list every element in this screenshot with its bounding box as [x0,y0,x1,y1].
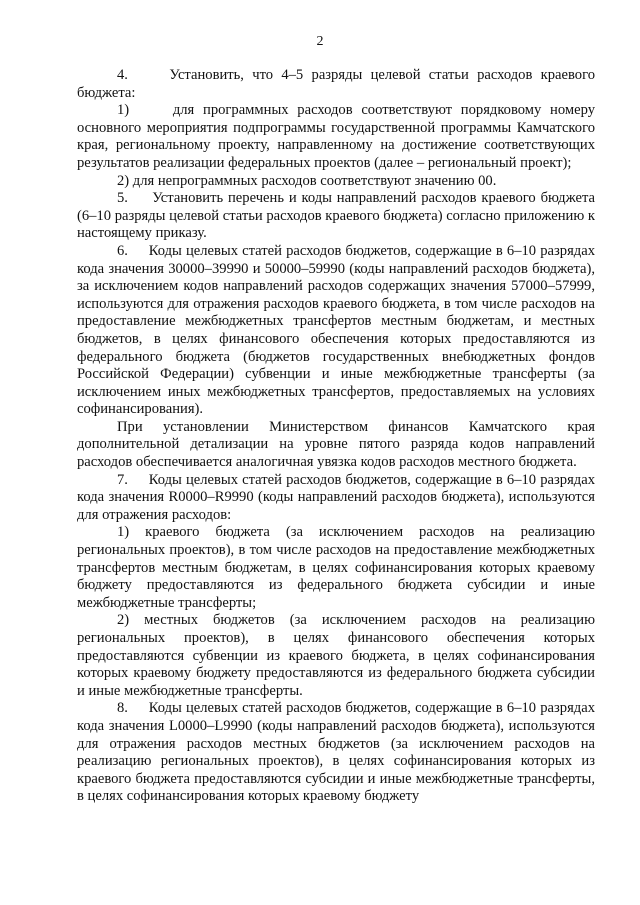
paragraph-7-item-1: 1) краевого бюджета (за исключением расходов на реализацию региональных проектов), в том числе расходов на предоставление межбюджетных трансфертов местным бюджетам, в целях софинансирования которых краевому бюджету предоставляются из федерального бюджета субсидии и иные межбюджетные трансферты; [77,524,595,611]
paragraph-4-item-2: 2) для непрограммных расходов соответствуют значению 00. [117,172,497,189]
page-number: 2 [316,34,324,49]
paragraph-8: 8. Коды целевых статей расходов бюджетов, содержащие в 6–10 разрядах кода значения L0000–L9990 (коды направлений расходов бюджета), используются для отражения расходов местных бюджетов (за исключением расходов на реализацию региональных проектов), в целях софинансирования которых из краевого бюджета предоставляются субсидии и иные межбюджетные трансферты, в целях софинансирования которых краевому бюджету [77,700,595,805]
paragraph-6-note: При установлении Министерством финансов Камчатского края дополнительной детализации на уровне пятого разряда кодов направлений расходов обеспечивается аналогичная увязка кодов расходов местного бюджета. [77,418,595,471]
document-body [77,67,595,806]
paragraph-7: 7. Коды целевых статей расходов бюджетов, содержащие в 6–10 разрядах кода значения R0000–R9990 (коды направлений расходов бюджета), используются для отражения расходов: [77,471,595,523]
paragraph-5: 5. Установить перечень и коды направлений расходов краевого бюджета (6–10 разряды целевой статьи расходов краевого бюджета) согласно приложению к настоящему приказу. [77,190,595,242]
paragraph-4: 4. Установить, что 4–5 разряды целевой статьи расходов краевого бюджета: [77,67,595,101]
paragraph-6: 6. Коды целевых статей расходов бюджетов, содержащие в 6–10 разрядах кода значения 30000–39990 и 50000–59990 (коды направлений расходов бюджета), за исключением кодов направлений расходов содержащих значения 57000–57999, используются для отражения расходов краевого бюджета, в том числе расходов на предоставление межбюджетных трансфертов местным бюджетам, и местных бюджетов, в целях финансового обеспечения которых предоставляются из федерального бюджета (бюджетов государственных внебюджетных фондов Российской Федерации) субвенции и иные межбюджетные трансферты (за исключением иных межбюджетных трансфертов, предоставляемых на условиях софинансирования). [77,242,595,418]
paragraph-7-item-2: 2) местных бюджетов (за исключением расходов на реализацию региональных проектов), в целях финансового обеспечения которых предоставляются субвенции из краевого бюджета, в целях софинансирования которых краевому бюджету предоставляются из федерального бюджета субсидии и иные межбюджетные трансферты. [77,612,595,699]
paragraph-4-item-1: 1) для программных расходов соответствуют порядковому номеру основного мероприятия подпрограммы государственной программы Камчатского края, региональному проекту, направленному на достижение соответствующих результатов реализации федеральных проектов (далее – региональный проект); [77,102,595,171]
